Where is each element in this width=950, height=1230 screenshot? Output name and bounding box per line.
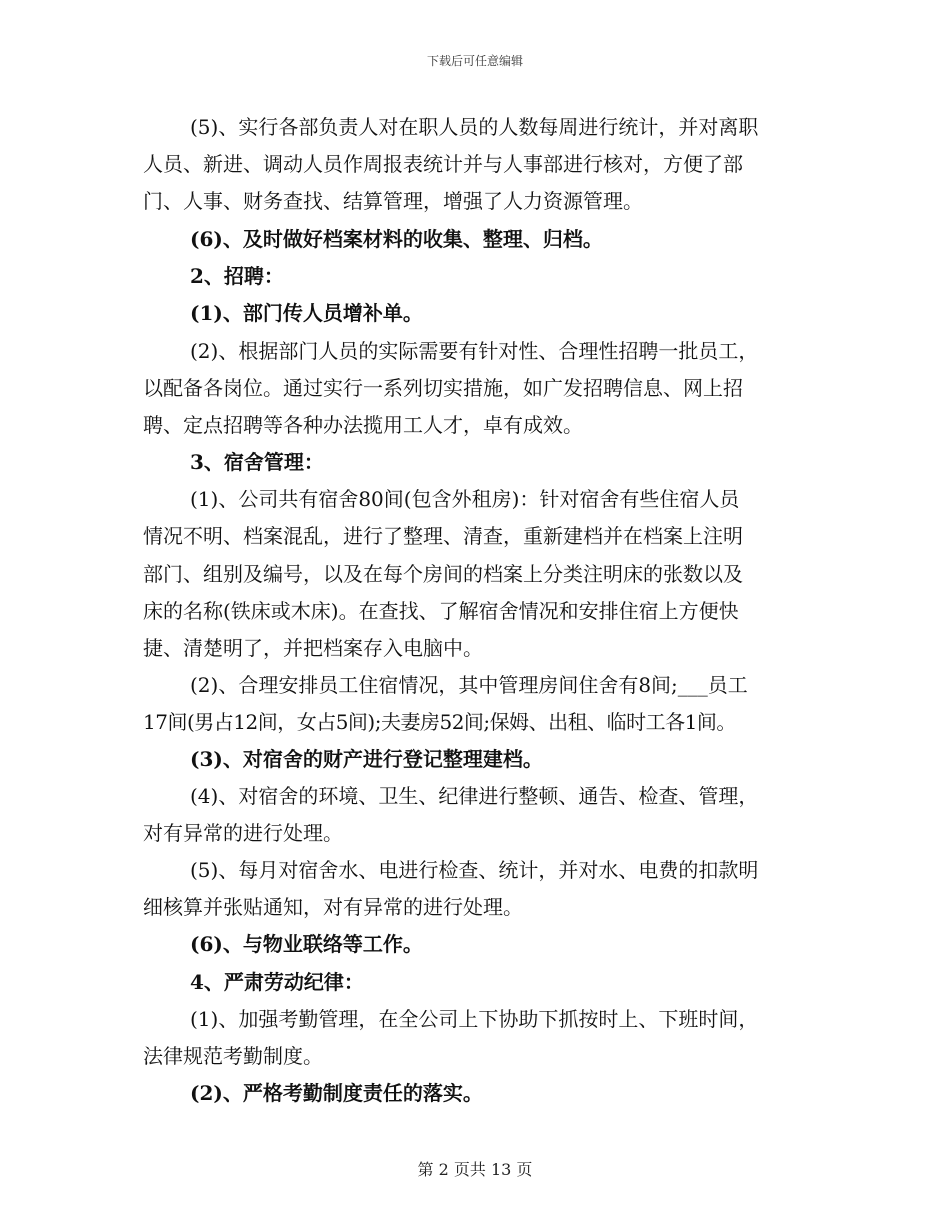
text-line: 细核算并张贴通知，对有异常的进行处理。 bbox=[143, 895, 523, 919]
text-line: (5)、实行各部负责人对在职人员的人数每周进行统计，并对离职 bbox=[190, 115, 759, 139]
text-line: 部门、组别及编号，以及在每个房间的档案上分类注明床的张数以及 bbox=[143, 562, 743, 586]
text-line: (3)、对宿舍的财产进行登记整理建档。 bbox=[190, 747, 543, 771]
text-line: (1)、加强考勤管理，在全公司上下协助下抓按时上、下班时间， bbox=[190, 1007, 759, 1031]
text-line: (5)、每月对宿舍水、电进行检查、统计，并对水、电费的扣款明 bbox=[190, 858, 759, 882]
page-header: 下载后可任意编辑 bbox=[426, 54, 523, 68]
text-line: 17间(男占12间，女占5间);夫妻房52间;保姆、出租、临时工各1间。 bbox=[143, 710, 736, 734]
text-line: 捷、清楚明了，并把档案存入电脑中。 bbox=[143, 636, 483, 660]
text-line: (4)、对宿舍的环境、卫生、纪律进行整顿、通告、检查、管理， bbox=[190, 784, 759, 808]
page-footer: 第 2 页共 13 页 bbox=[417, 1160, 533, 1179]
text-line: (2)、根据部门人员的实际需要有针对性、合理性招聘一批员工， bbox=[190, 339, 759, 363]
text-line: (2)、严格考勤制度责任的落实。 bbox=[190, 1081, 483, 1105]
text-line: (1)、公司共有宿舍80间(包含外租房)：针对宿舍有些住宿人员 bbox=[190, 487, 740, 511]
section-heading: 3、宿舍管理： bbox=[190, 450, 324, 474]
text-line: 床的名称(铁床或木床)。在查找、了解宿舍情况和安排住宿上方便快 bbox=[143, 599, 739, 623]
text-line: 以配备各岗位。通过实行一系列切实措施，如广发招聘信息、网上招 bbox=[143, 376, 743, 400]
text-line: (6)、及时做好档案材料的收集、整理、归档。 bbox=[190, 227, 603, 251]
text-line: 聘、定点招聘等各种办法揽用工人才，卓有成效。 bbox=[143, 413, 583, 437]
text-line: (6)、与物业联络等工作。 bbox=[190, 932, 423, 956]
section-heading: 4、严肃劳动纪律： bbox=[190, 970, 364, 994]
text-line: (2)、合理安排员工住宿情况，其中管理房间住舍有8间;___员工 bbox=[190, 673, 748, 697]
text-line: 法律规范考勤制度。 bbox=[143, 1044, 323, 1068]
text-line: 门、人事、财务查找、结算管理，增强了人力资源管理。 bbox=[143, 189, 643, 213]
text-line: 人员、新进、调动人员作周报表统计并与人事部进行核对，方便了部 bbox=[143, 152, 743, 176]
text-line: 情况不明、档案混乱，进行了整理、清查，重新建档并在档案上注明 bbox=[143, 524, 743, 548]
section-heading: 2、招聘： bbox=[190, 264, 284, 288]
text-line: 对有异常的进行处理。 bbox=[143, 821, 343, 845]
text-line: (1)、部门传人员增补单。 bbox=[190, 301, 423, 325]
